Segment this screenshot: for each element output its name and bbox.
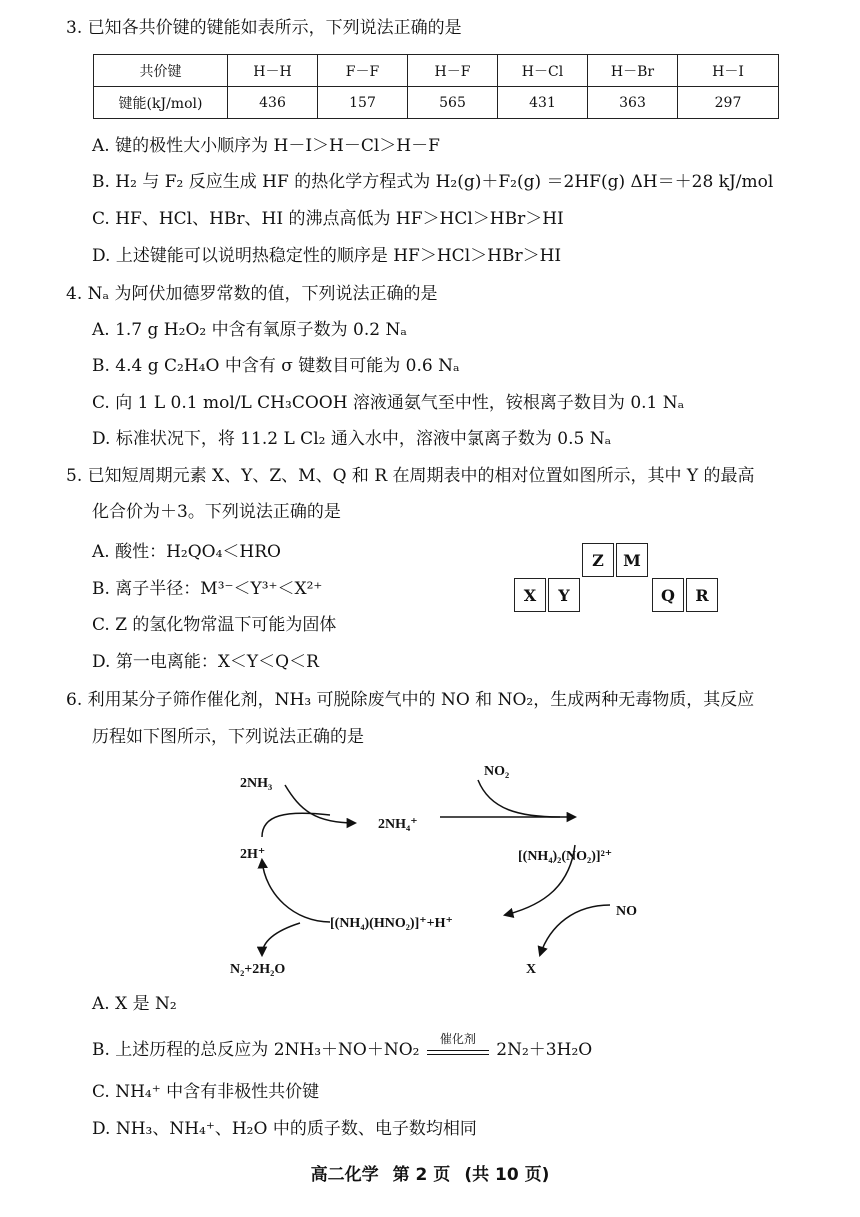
label-2nh4: 2NH₄⁺	[378, 817, 418, 832]
table-cell: 363	[588, 87, 678, 119]
double-bar	[427, 1050, 489, 1055]
q5-option-c: C. Z 的氢化物常温下可能为固体	[92, 615, 337, 635]
q6-option-a: A. X 是 N₂	[92, 994, 177, 1014]
table-row	[94, 87, 779, 119]
periodic-table-fragment	[514, 543, 720, 613]
table-cell: 297	[678, 87, 779, 119]
label-2nh3: 2NH₃	[240, 776, 273, 791]
table-cell: 431	[498, 87, 588, 119]
q4-option-b: B. 4.4 g C₂H₄O 中含有 σ 键数目可能为 0.6 Nₐ	[92, 356, 460, 376]
label-complex-2: [(NH₄)(HNO₂)]⁺+H⁺	[330, 916, 453, 931]
label-complex-1: [(NH₄)₂(NO₂)]²⁺	[518, 849, 613, 864]
label-no2: NO₂	[484, 764, 510, 779]
q6-option-b	[92, 1031, 593, 1061]
q5-option-d: D. 第一电离能：X＜Y＜Q＜R	[92, 652, 319, 672]
label-2h: 2H⁺	[240, 847, 266, 862]
q3-option-c: C. HF、HCl、HBr、HI 的沸点高低为 HF＞HCl＞HBr＞HI	[92, 209, 564, 229]
catalyst-label: 催化剂	[439, 1031, 476, 1046]
element-cell-x: X	[514, 578, 546, 612]
q5-option-b: B. 离子半径：M³⁻＜Y³⁺＜X²⁺	[92, 579, 323, 599]
footer-total: (共 10 页)	[464, 1165, 550, 1185]
q3-option-a: A. 键的极性大小顺序为 H－I＞H－Cl＞H－F	[92, 136, 440, 156]
q4-option-d: D. 标准状况下，将 11.2 L Cl₂ 通入水中，溶液中氯离子数为 0.5 Nₐ	[92, 429, 612, 449]
table-cell: F－F	[318, 55, 408, 87]
element-cell-q: Q	[652, 578, 684, 612]
element-cell-m: M	[616, 543, 648, 577]
label-no: NO	[616, 904, 637, 919]
label-x: X	[526, 962, 537, 977]
footer-subject: 高二化学	[310, 1165, 379, 1185]
q3-option-b: B. H₂ 与 F₂ 反应生成 HF 的热化学方程式为 H₂(g)＋F₂(g) ＝2HF(g) ΔH＝＋28 kJ/mol	[92, 172, 774, 192]
table-cell: H－H	[228, 55, 318, 87]
q3-option-d: D. 上述键能可以说明热稳定性的顺序是 HF＞HCl＞HBr＞HI	[92, 246, 562, 266]
q6-stem-line1: 6. 利用某分子筛作催化剂，NH₃ 可脱除废气中的 NO 和 NO₂，生成两种无毒物质，其反应	[66, 690, 755, 710]
q5-option-a: A. 酸性：H₂QO₄＜HRO	[92, 542, 281, 562]
q4-stem: 4. Nₐ 为阿伏加德罗常数的值，下列说法正确的是	[66, 284, 438, 304]
table-cell: 157	[318, 87, 408, 119]
table-cell: H－I	[678, 55, 779, 87]
element-cell-y: Y	[548, 578, 580, 612]
q5-stem-line2: 化合价为＋3。下列说法正确的是	[92, 502, 341, 522]
q6-stem-line2: 历程如下图所示，下列说法正确的是	[92, 727, 364, 747]
q4-option-c: C. 向 1 L 0.1 mol/L CH₃COOH 溶液通氨气至中性，铵根离子数目为 0.1 Nₐ	[92, 393, 685, 413]
bond-energy-table	[93, 54, 779, 119]
q6-option-d: D. NH₃、NH₄⁺、H₂O 中的质子数、电子数均相同	[92, 1119, 477, 1139]
q6-option-c: C. NH₄⁺ 中含有非极性共价键	[92, 1082, 320, 1102]
table-cell: 键能(kJ/mol)	[94, 87, 228, 119]
table-cell: 565	[408, 87, 498, 119]
q5-stem-line1: 5. 已知短周期元素 X、Y、Z、M、Q 和 R 在周期表中的相对位置如图所示，其中 Y 的最高	[66, 466, 755, 486]
table-cell: H－F	[408, 55, 498, 87]
table-cell: 436	[228, 87, 318, 119]
q6-option-b-reactants: B. 上述历程的总反应为 2NH₃＋NO＋NO₂	[92, 1040, 420, 1060]
q4-option-a: A. 1.7 g H₂O₂ 中含有氧原子数为 0.2 Nₐ	[92, 320, 407, 340]
q3-stem: 3. 已知各共价键的键能如表所示，下列说法正确的是	[66, 18, 462, 38]
table-header-row	[94, 55, 779, 87]
table-cell: 共价键	[94, 55, 228, 87]
table-cell: H－Cl	[498, 55, 588, 87]
element-cell-z: Z	[582, 543, 614, 577]
q6-option-b-products: 2N₂＋3H₂O	[496, 1040, 593, 1060]
page-footer	[0, 1160, 860, 1185]
catalyst-arrow	[425, 1031, 491, 1061]
element-cell-r: R	[686, 578, 718, 612]
table-cell: H－Br	[588, 55, 678, 87]
reaction-mechanism-diagram	[0, 755, 860, 985]
footer-page: 第 2 页	[392, 1165, 451, 1185]
label-n2-h2o: N₂+2H₂O	[230, 962, 286, 977]
